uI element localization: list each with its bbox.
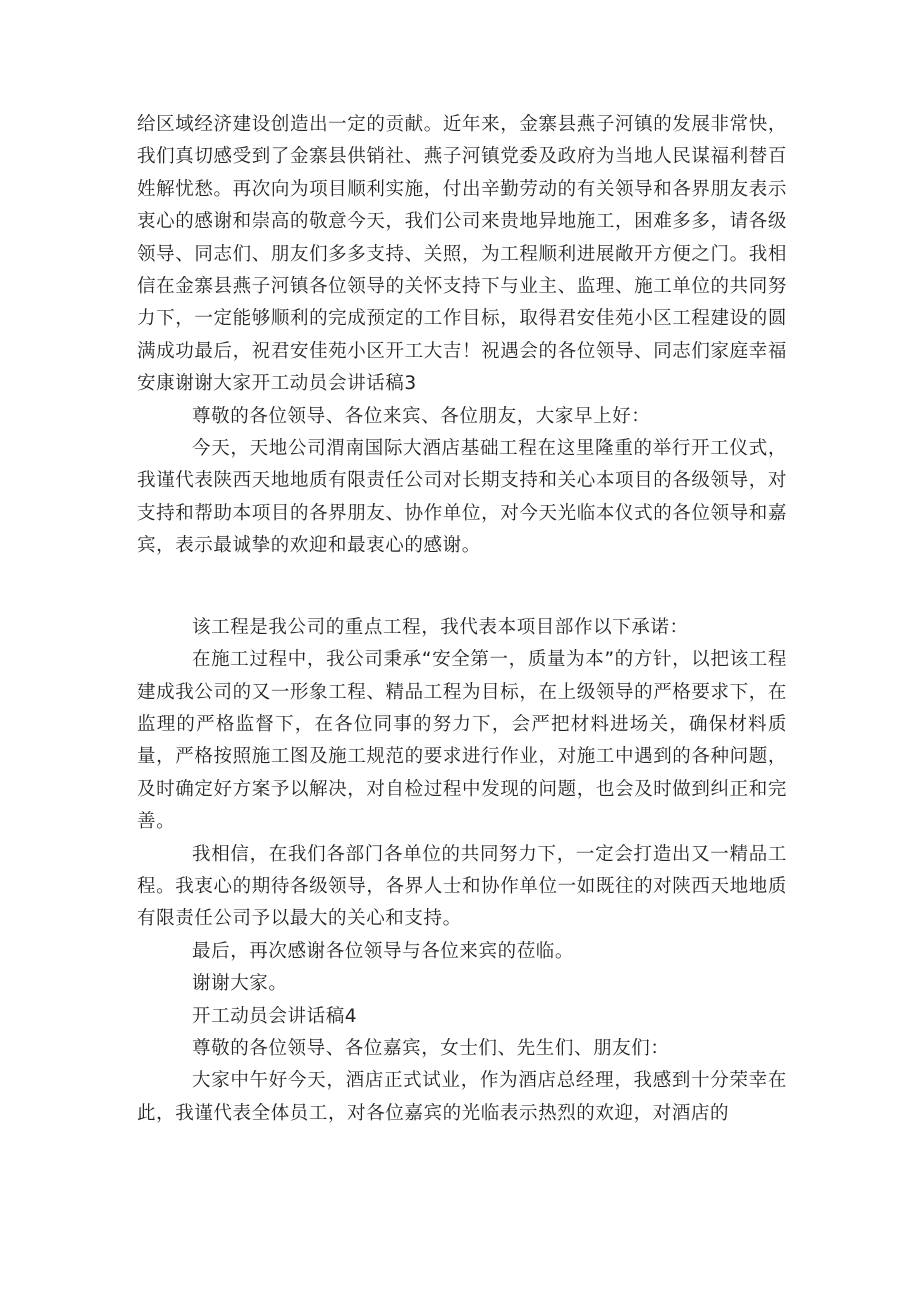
paragraph-8: 谢谢大家。 [192, 973, 288, 995]
paragraph-2: 尊敬的各位领导、各位来宾、各位朋友，大家早上好： [192, 405, 651, 427]
paragraph-6: 我相信，在我们各部门各单位的共同努力下，一定会打造出又一精品工程。我衷心的期待各级领导，各界人士和协作单位一如既往的对陕西天地地质有限责任公司予以最大的关心和支持。 [137, 843, 787, 930]
paragraph-4: 该工程是我公司的重点工程，我代表本项目部作以下承诺： [192, 616, 689, 638]
paragraph-9: 尊敬的各位领导、各位嘉宾，女士们、先生们、朋友们： [192, 1037, 670, 1059]
paragraph-7: 最后，再次感谢各位领导与各位来宾的莅临。 [192, 940, 575, 962]
paragraph-5: 在施工过程中，我公司秉承“安全第一，质量为本”的方针，以把该工程建成我公司的又一形象工程、精品工程为目标，在上级领导的严格要求下，在监理的严格监督下，在各位同事的努力下，会严把材料进场关，确保材料质量，严格按照施工图及施工规范的要求进行作业，对施工中遇到的各种问题，及时确定好方案予以解决，对自检过程中发现的问题，也会及时做到纠正和完善。 [137, 649, 787, 833]
paragraph-1: 给区域经济建设创造出一定的贡献。近年来，金寨县燕子河镇的发展非常快，我们真切感受到了金寨县供销社、燕子河镇党委及政府为当地人民谋福利替百姓解忧愁。再次向为项目顺利实施，付出辛勤劳动的有关领导和各界朋友表示衷心的感谢和崇高的敬意今天，我们公司来贵地异地施工，困难多多，请各级领导、同志们、朋友们多多支持、关照，为工程顺利进展敞开方便之门。我相信在金寨县燕子河镇各位领导的关怀支持下与业主、监理、施工单位的共同努力下，一定能够顺利的完成预定的工作目标，取得君安佳苑小区工程建设的圆满成功最后，祝君安佳苑小区开工大吉！祝遇会的各位领导、同志们家庭幸福安康谢谢大家开工动员会讲话稿3 [137, 114, 787, 395]
document-body [137, 109, 787, 1130]
section-heading: 开工动员会讲话稿4 [192, 1005, 358, 1027]
paragraph-10: 大家中午好今天，酒店正式试业，作为酒店总经理，我感到十分荣幸在此，我谨代表全体员工，对各位嘉宾的光临表示热烈的欢迎，对酒店的 [137, 1070, 787, 1124]
paragraph-3: 今天，天地公司渭南国际大酒店基础工程在这里隆重的举行开工仪式，我谨代表陕西天地地质有限责任公司对长期支持和关心本项目的各级领导，对支持和帮助本项目的各界朋友、协作单位，对今天光临本仪式的各位领导和嘉宾，表示最诚挚的欢迎和最衷心的感谢。 [137, 438, 787, 557]
paragraph-gap [137, 563, 787, 612]
